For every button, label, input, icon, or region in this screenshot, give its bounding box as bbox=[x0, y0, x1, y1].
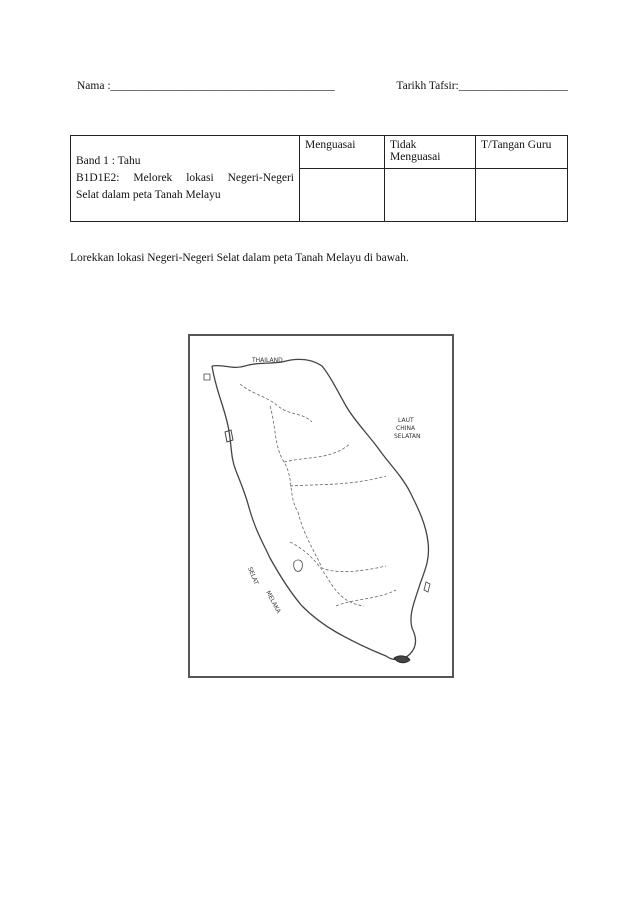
menguasai-label: Menguasai bbox=[305, 139, 356, 151]
band-line-3: Selat dalam peta Tanah Melayu bbox=[76, 188, 221, 201]
header-fields bbox=[77, 80, 568, 92]
tidak-label: Tidak bbox=[390, 139, 417, 151]
state-border-north bbox=[240, 384, 312, 422]
tidak-menguasai-checkbox-cell[interactable] bbox=[385, 169, 476, 222]
nama-blank: _______________________________________ bbox=[110, 80, 335, 92]
band-description-cell bbox=[71, 136, 300, 222]
band-line-2: B1D1E2: Melorek lokasi Negeri-Negeri bbox=[76, 172, 294, 185]
header-tidak-menguasai bbox=[385, 136, 476, 169]
peninsular-malaysia-map[interactable] bbox=[188, 334, 454, 678]
signature-cell[interactable] bbox=[476, 169, 568, 222]
label-thailand: THAILAND bbox=[252, 357, 283, 364]
instruction-text: Lorekkan lokasi Negeri-Negeri Selat dalam peta Tanah Melayu di bawah. bbox=[70, 252, 409, 264]
state-border-west bbox=[270, 406, 298, 512]
assessment-table bbox=[70, 135, 568, 222]
map-outline-svg bbox=[190, 336, 452, 676]
peninsula-coastline bbox=[212, 359, 429, 659]
label-melaka: MELAKA bbox=[264, 589, 282, 615]
state-border-south bbox=[298, 512, 386, 572]
band-line-1: Band 1 : Tahu bbox=[76, 155, 141, 168]
state-border-central bbox=[284, 444, 350, 462]
nama-field[interactable] bbox=[77, 80, 335, 92]
menguasai-label-2: Menguasai bbox=[390, 151, 441, 163]
tarikh-label: Tarikh Tafsir: bbox=[396, 80, 459, 92]
state-border-johor bbox=[336, 590, 396, 606]
singapore-island bbox=[394, 656, 410, 663]
label-selat: SELAT bbox=[246, 566, 260, 586]
tioman-island bbox=[424, 582, 430, 592]
tarikh-blank: ___________________ bbox=[458, 80, 568, 92]
menguasai-checkbox-cell[interactable] bbox=[300, 169, 385, 222]
state-border-selangor bbox=[290, 542, 364, 606]
langkawi-island bbox=[204, 374, 210, 380]
state-border-pahang bbox=[290, 476, 386, 486]
tarikh-field[interactable] bbox=[396, 80, 568, 92]
pangkor-island bbox=[294, 560, 303, 571]
label-china: CHINA bbox=[396, 425, 416, 432]
header-menguasai bbox=[300, 136, 385, 169]
nama-label: Nama : bbox=[77, 80, 111, 92]
label-laut: LAUT bbox=[398, 417, 414, 424]
tt-guru-label: T/Tangan Guru bbox=[481, 139, 552, 151]
header-tandatangan-guru bbox=[476, 136, 568, 169]
label-selatan: SELATAN bbox=[394, 433, 421, 440]
